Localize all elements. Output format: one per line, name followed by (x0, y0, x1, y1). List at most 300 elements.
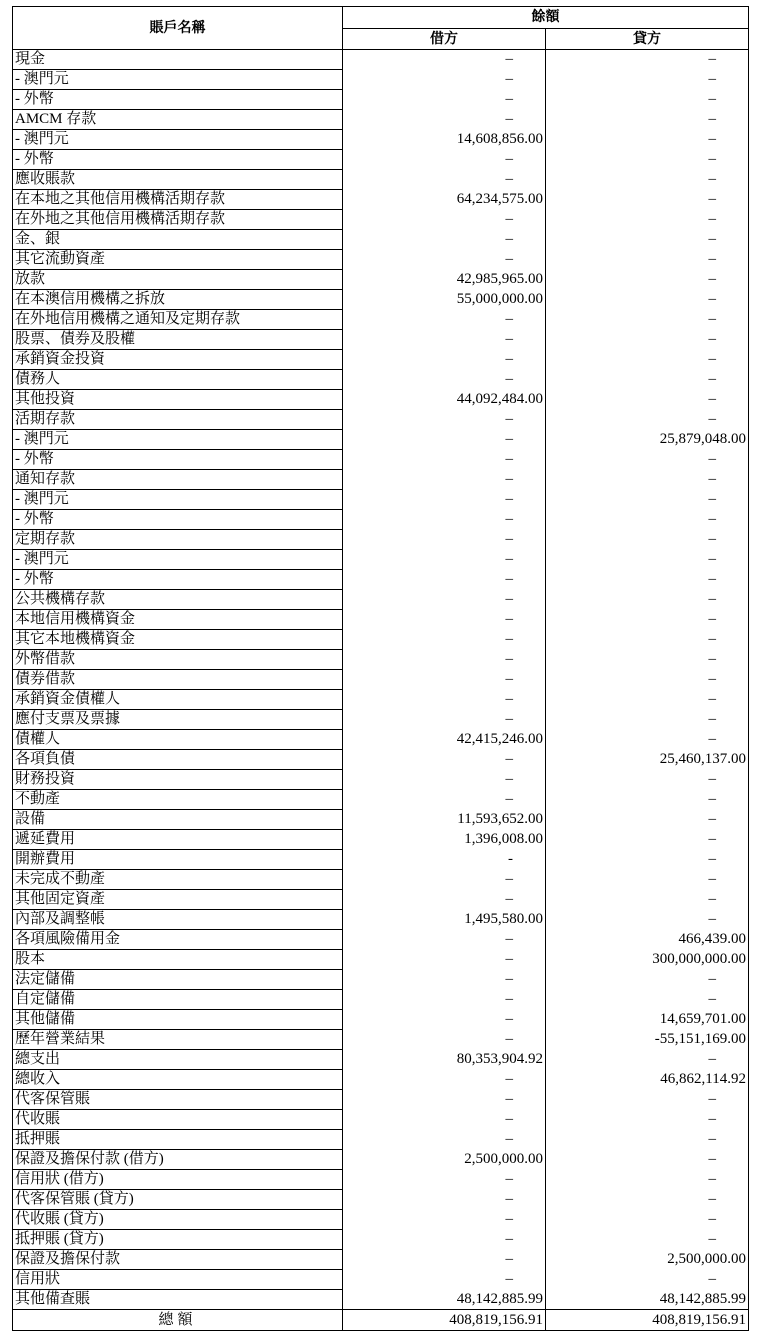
account-name-cell: 總收入 (13, 1070, 343, 1090)
credit-value: – (708, 851, 716, 867)
credit-cell (546, 210, 749, 230)
table-row (13, 1190, 749, 1210)
debit-value: 42,415,246.00 (456, 731, 543, 747)
debit-cell (343, 510, 546, 530)
credit-value: – (708, 1051, 716, 1067)
credit-cell (546, 1270, 749, 1290)
credit-value: – (708, 571, 716, 587)
trial-balance-table (12, 6, 749, 1331)
credit-value: – (708, 211, 716, 227)
account-name-cell: 承銷資金投資 (13, 350, 343, 370)
credit-cell (546, 330, 749, 350)
credit-cell (546, 410, 749, 430)
credit-cell (546, 690, 749, 710)
debit-cell (343, 890, 546, 910)
credit-cell (546, 1190, 749, 1210)
debit-cell (343, 790, 546, 810)
table-row (13, 330, 749, 350)
debit-cell (343, 1230, 546, 1250)
debit-cell (343, 250, 546, 270)
table-row (13, 1090, 749, 1110)
debit-value: – (505, 571, 513, 587)
debit-cell (343, 330, 546, 350)
credit-value: – (708, 871, 716, 887)
account-name-cell: - 澳門元 (13, 430, 343, 450)
credit-value: – (708, 991, 716, 1007)
credit-value: – (708, 1231, 716, 1247)
table-row (13, 310, 749, 330)
debit-cell (343, 650, 546, 670)
account-name-cell: 其他固定資產 (13, 890, 343, 910)
table-header (13, 7, 749, 50)
table-row (13, 570, 749, 590)
credit-value: – (708, 391, 716, 407)
table-row (13, 790, 749, 810)
debit-cell (343, 870, 546, 890)
credit-value: – (708, 671, 716, 687)
credit-value: – (708, 731, 716, 747)
credit-cell (546, 510, 749, 530)
debit-cell (343, 450, 546, 470)
debit-cell (343, 270, 546, 290)
credit-value: 14,659,701.00 (659, 1011, 746, 1027)
debit-cell (343, 130, 546, 150)
table-row (13, 1170, 749, 1190)
debit-value: – (505, 671, 513, 687)
credit-cell (546, 1110, 749, 1130)
table-row (13, 130, 749, 150)
credit-cell (546, 770, 749, 790)
credit-value: – (708, 451, 716, 467)
debit-cell (343, 1150, 546, 1170)
table-row (13, 930, 749, 950)
credit-value: – (708, 371, 716, 387)
debit-value: 1,396,008.00 (464, 831, 543, 847)
account-name-cell: 在本地之其他信用機構活期存款 (13, 190, 343, 210)
account-name-cell: 抵押賬 (13, 1130, 343, 1150)
account-name-cell: 金、銀 (13, 230, 343, 250)
credit-value: – (708, 811, 716, 827)
credit-cell (546, 530, 749, 550)
credit-value: – (708, 311, 716, 327)
table-row (13, 810, 749, 830)
debit-cell (343, 690, 546, 710)
account-name-cell: - 外幣 (13, 90, 343, 110)
credit-value: – (708, 71, 716, 87)
trial-balance-sheet (12, 6, 748, 1331)
table-row (13, 1070, 749, 1090)
debit-value: – (505, 1251, 513, 1267)
debit-value: – (505, 111, 513, 127)
table-row (13, 150, 749, 170)
account-name-cell: 在外地之其他信用機構活期存款 (13, 210, 343, 230)
debit-cell (343, 370, 546, 390)
table-row (13, 210, 749, 230)
account-name-cell: 活期存款 (13, 410, 343, 430)
credit-cell (546, 490, 749, 510)
debit-cell (343, 1050, 546, 1070)
debit-value: – (505, 311, 513, 327)
table-row (13, 690, 749, 710)
credit-cell (546, 1230, 749, 1250)
credit-value: – (708, 471, 716, 487)
credit-cell (546, 670, 749, 690)
debit-value: 14,608,856.00 (456, 131, 543, 147)
credit-cell (546, 150, 749, 170)
table-row (13, 450, 749, 470)
credit-value: – (708, 1111, 716, 1127)
account-name-cell: 公共機構存款 (13, 590, 343, 610)
debit-value: – (505, 1271, 513, 1287)
total-debit: 408,819,156.91 (343, 1310, 546, 1331)
account-name-cell: 外幣借款 (13, 650, 343, 670)
credit-value: 46,862,114.92 (660, 1071, 746, 1087)
table-row (13, 990, 749, 1010)
debit-value: – (505, 971, 513, 987)
table-row (13, 410, 749, 430)
credit-value: 25,460,137.00 (659, 751, 746, 767)
total-label: 總額 (13, 1310, 343, 1331)
debit-header: 借方 (343, 28, 546, 50)
account-name-cell: 定期存款 (13, 530, 343, 550)
table-row (13, 630, 749, 650)
debit-value: – (505, 651, 513, 667)
table-row (13, 850, 749, 870)
debit-cell (343, 1010, 546, 1030)
credit-value: – (708, 971, 716, 987)
credit-value: – (708, 611, 716, 627)
credit-cell (546, 790, 749, 810)
debit-cell (343, 110, 546, 130)
credit-cell (546, 710, 749, 730)
debit-cell (343, 850, 546, 870)
debit-cell (343, 1190, 546, 1210)
debit-value: 42,985,965.00 (456, 271, 543, 287)
credit-cell (546, 830, 749, 850)
account-name-cell: 代客保管賬 (13, 1090, 343, 1110)
table-row (13, 950, 749, 970)
account-name-cell: 放款 (13, 270, 343, 290)
account-name-cell: 歷年營業結果 (13, 1030, 343, 1050)
debit-value: 11,593,652.00 (457, 811, 543, 827)
credit-value: – (708, 51, 716, 68)
debit-value: – (505, 631, 513, 647)
account-name-cell: 自定儲備 (13, 990, 343, 1010)
debit-value: – (505, 171, 513, 187)
credit-cell (546, 470, 749, 490)
debit-cell (343, 1250, 546, 1270)
credit-value: – (708, 631, 716, 647)
credit-value: – (708, 791, 716, 807)
credit-cell (546, 370, 749, 390)
debit-value: – (505, 1231, 513, 1247)
credit-value: – (708, 1211, 716, 1227)
table-footer (13, 1310, 749, 1331)
table-row (13, 430, 749, 450)
credit-cell (546, 750, 749, 770)
table-row (13, 1050, 749, 1070)
credit-value: – (708, 771, 716, 787)
table-row (13, 250, 749, 270)
debit-cell (343, 530, 546, 550)
account-name-cell: 保證及擔保付款 (借方) (13, 1150, 343, 1170)
credit-value: – (708, 411, 716, 427)
table-row (13, 670, 749, 690)
debit-value: – (505, 411, 513, 427)
account-name-cell: 通知存款 (13, 470, 343, 490)
debit-cell (343, 1090, 546, 1110)
debit-cell (343, 590, 546, 610)
debit-value: – (505, 251, 513, 267)
credit-value: – (708, 551, 716, 567)
account-name-cell: 抵押賬 (貸方) (13, 1230, 343, 1250)
debit-value: 2,500,000.00 (464, 1151, 543, 1167)
account-name-cell: 債券借款 (13, 670, 343, 690)
account-name-cell: 內部及調整帳 (13, 910, 343, 930)
debit-cell (343, 50, 546, 70)
debit-value: – (505, 1031, 513, 1047)
account-name-cell: 財務投資 (13, 770, 343, 790)
credit-header: 貸方 (546, 28, 749, 50)
table-row (13, 750, 749, 770)
credit-value: – (708, 1271, 716, 1287)
table-row (13, 90, 749, 110)
credit-value: – (708, 651, 716, 667)
debit-value: – (505, 71, 513, 87)
credit-cell (546, 1090, 749, 1110)
debit-cell (343, 910, 546, 930)
table-row (13, 1150, 749, 1170)
debit-cell (343, 630, 546, 650)
credit-value: 466,439.00 (678, 931, 746, 947)
account-name-cell: - 外幣 (13, 570, 343, 590)
debit-value: – (505, 511, 513, 527)
credit-cell (546, 50, 749, 70)
debit-value: – (505, 871, 513, 887)
account-name-cell: 未完成不動產 (13, 870, 343, 890)
credit-cell (546, 910, 749, 930)
table-row (13, 370, 749, 390)
credit-cell (546, 1250, 749, 1270)
debit-value: – (505, 351, 513, 367)
credit-value: – (708, 1131, 716, 1147)
table-row (13, 1030, 749, 1050)
debit-cell (343, 390, 546, 410)
table-row (13, 770, 749, 790)
credit-value: – (708, 111, 716, 127)
credit-cell (546, 1150, 749, 1170)
credit-cell (546, 290, 749, 310)
debit-cell (343, 750, 546, 770)
credit-value: – (708, 711, 716, 727)
debit-value: – (505, 591, 513, 607)
debit-cell (343, 1270, 546, 1290)
debit-cell (343, 830, 546, 850)
credit-cell (546, 310, 749, 330)
credit-cell (546, 630, 749, 650)
account-name-cell: 遞延費用 (13, 830, 343, 850)
debit-cell (343, 1070, 546, 1090)
table-row (13, 650, 749, 670)
debit-cell (343, 1290, 546, 1310)
account-name-cell: - 外幣 (13, 150, 343, 170)
balance-header: 餘額 (343, 7, 749, 29)
table-row (13, 510, 749, 530)
table-row (13, 290, 749, 310)
credit-value: – (708, 1151, 716, 1167)
credit-cell (546, 1070, 749, 1090)
account-name-cell: 其它流動資產 (13, 250, 343, 270)
credit-cell (546, 90, 749, 110)
table-row (13, 870, 749, 890)
debit-cell (343, 290, 546, 310)
account-name-cell: 其他投資 (13, 390, 343, 410)
debit-value: – (505, 931, 513, 947)
credit-cell (546, 950, 749, 970)
account-name-cell: 其他儲備 (13, 1010, 343, 1030)
debit-value: – (505, 611, 513, 627)
account-name-cell: 不動產 (13, 790, 343, 810)
debit-cell (343, 810, 546, 830)
credit-value: – (708, 891, 716, 907)
debit-value: – (505, 51, 513, 68)
credit-cell (546, 270, 749, 290)
debit-cell (343, 1210, 546, 1230)
credit-cell (546, 350, 749, 370)
table-row (13, 390, 749, 410)
account-name-cell: AMCM 存款 (13, 110, 343, 130)
account-name-cell: 設備 (13, 810, 343, 830)
table-row (13, 270, 749, 290)
credit-cell (546, 570, 749, 590)
credit-value: – (708, 491, 716, 507)
credit-cell (546, 430, 749, 450)
credit-value: – (708, 131, 716, 147)
debit-cell (343, 490, 546, 510)
debit-value: – (505, 531, 513, 547)
debit-value: – (505, 1091, 513, 1107)
credit-value: – (708, 231, 716, 247)
table-row (13, 890, 749, 910)
account-name-cell: - 澳門元 (13, 70, 343, 90)
debit-value: – (505, 891, 513, 907)
credit-cell (546, 610, 749, 630)
account-name-cell: 代客保管賬 (貸方) (13, 1190, 343, 1210)
debit-cell (343, 710, 546, 730)
debit-cell (343, 210, 546, 230)
table-row (13, 590, 749, 610)
debit-cell (343, 1030, 546, 1050)
debit-value: – (505, 431, 513, 447)
account-name-cell: 信用狀 (借方) (13, 1170, 343, 1190)
table-row (13, 1130, 749, 1150)
credit-value: 300,000,000.00 (652, 951, 746, 967)
debit-cell (343, 670, 546, 690)
credit-value: – (708, 331, 716, 347)
credit-value: -55,151,169.00 (654, 1031, 746, 1047)
debit-cell (343, 550, 546, 570)
credit-cell (546, 1130, 749, 1150)
account-name-cell: 承銷資金債權人 (13, 690, 343, 710)
debit-value: – (505, 551, 513, 567)
debit-cell (343, 410, 546, 430)
account-name-cell: 在外地信用機構之通知及定期存款 (13, 310, 343, 330)
table-row (13, 530, 749, 550)
account-name-cell: 債權人 (13, 730, 343, 750)
credit-cell (546, 990, 749, 1010)
table-row (13, 110, 749, 130)
debit-cell (343, 610, 546, 630)
account-name-cell: 應付支票及票據 (13, 710, 343, 730)
debit-cell (343, 730, 546, 750)
table-row (13, 230, 749, 250)
credit-cell (546, 390, 749, 410)
account-name-cell: 代收賬 (13, 1110, 343, 1130)
debit-cell (343, 970, 546, 990)
table-row (13, 190, 749, 210)
debit-value: – (505, 1131, 513, 1147)
table-row (13, 1290, 749, 1310)
table-row (13, 350, 749, 370)
account-name-cell: 信用狀 (13, 1270, 343, 1290)
debit-cell (343, 190, 546, 210)
debit-cell (343, 430, 546, 450)
debit-value: – (505, 791, 513, 807)
credit-value: – (708, 91, 716, 107)
debit-value: 55,000,000.00 (456, 291, 543, 307)
table-row (13, 1110, 749, 1130)
table-row (13, 70, 749, 90)
credit-cell (546, 130, 749, 150)
table-row (13, 910, 749, 930)
table-row (13, 610, 749, 630)
account-name-cell: 應收賬款 (13, 170, 343, 190)
credit-value: – (708, 351, 716, 367)
table-row (13, 970, 749, 990)
debit-value: – (505, 1171, 513, 1187)
account-name-cell: 股票、債券及股權 (13, 330, 343, 350)
debit-cell (343, 930, 546, 950)
debit-value: 1,495,580.00 (464, 911, 543, 927)
debit-cell (343, 470, 546, 490)
table-row (13, 1270, 749, 1290)
account-name-cell: - 澳門元 (13, 550, 343, 570)
account-name-cell: 債務人 (13, 370, 343, 390)
debit-value: – (505, 991, 513, 1007)
debit-value: 64,234,575.00 (456, 191, 543, 207)
credit-cell (546, 450, 749, 470)
credit-value: – (708, 591, 716, 607)
debit-cell (343, 230, 546, 250)
debit-value: – (505, 151, 513, 167)
account-name-cell: 本地信用機構資金 (13, 610, 343, 630)
account-rows (13, 50, 749, 1310)
credit-cell (546, 810, 749, 830)
debit-cell (343, 150, 546, 170)
credit-cell (546, 170, 749, 190)
credit-value: – (708, 171, 716, 187)
debit-value: – (505, 691, 513, 707)
credit-cell (546, 1030, 749, 1050)
account-name-cell: - 外幣 (13, 450, 343, 470)
debit-cell (343, 350, 546, 370)
account-name-cell: 各項風險備用金 (13, 930, 343, 950)
table-row (13, 1210, 749, 1230)
credit-cell (546, 550, 749, 570)
credit-value: – (708, 251, 716, 267)
credit-cell (546, 1170, 749, 1190)
account-name-cell: 開辦費用 (13, 850, 343, 870)
